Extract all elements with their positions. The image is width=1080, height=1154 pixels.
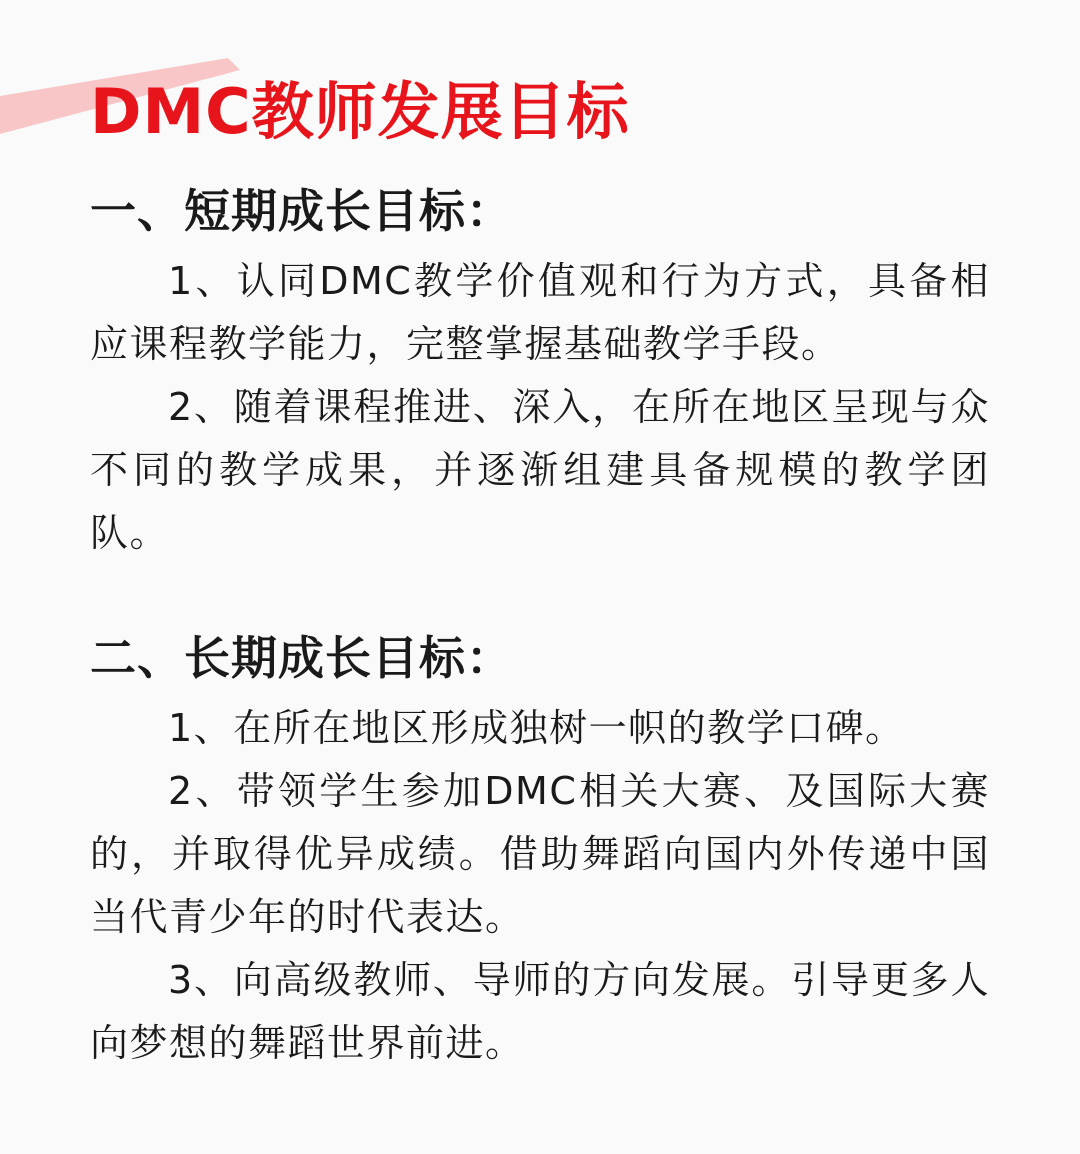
short-term-goal-item: 1、认同DMC教学价值观和行为方式，具备相应课程教学能力，完整掌握基础教学手段。 — [90, 259, 990, 366]
long-term-goal-item: 3、向高级教师、导师的方向发展。引导更多人向梦想的舞蹈世界前进。 — [90, 958, 990, 1065]
short-term-goal-item: 2、随着课程推进、深入，在所在地区呈现与众不同的教学成果，并逐渐组建具备规模的教学团队。 — [90, 385, 990, 555]
long-term-goal-item: 1、在所在地区形成独树一帜的教学口碑。 — [168, 706, 905, 750]
long-term-goals-section — [90, 625, 990, 1075]
goals-content — [90, 178, 990, 1075]
long-term-goal-item: 2、带领学生参加DMC相关大赛、及国际大赛的，并取得优异成绩。借助舞蹈向国内外传递中国当代青少年的时代表达。 — [90, 769, 990, 939]
page-title: DMC教师发展目标 — [90, 75, 630, 148]
long-term-goals-heading: 二、长期成长目标： — [90, 631, 513, 685]
short-term-goals-section — [90, 178, 990, 565]
short-term-goals-heading: 一、短期成长目标： — [90, 184, 513, 238]
